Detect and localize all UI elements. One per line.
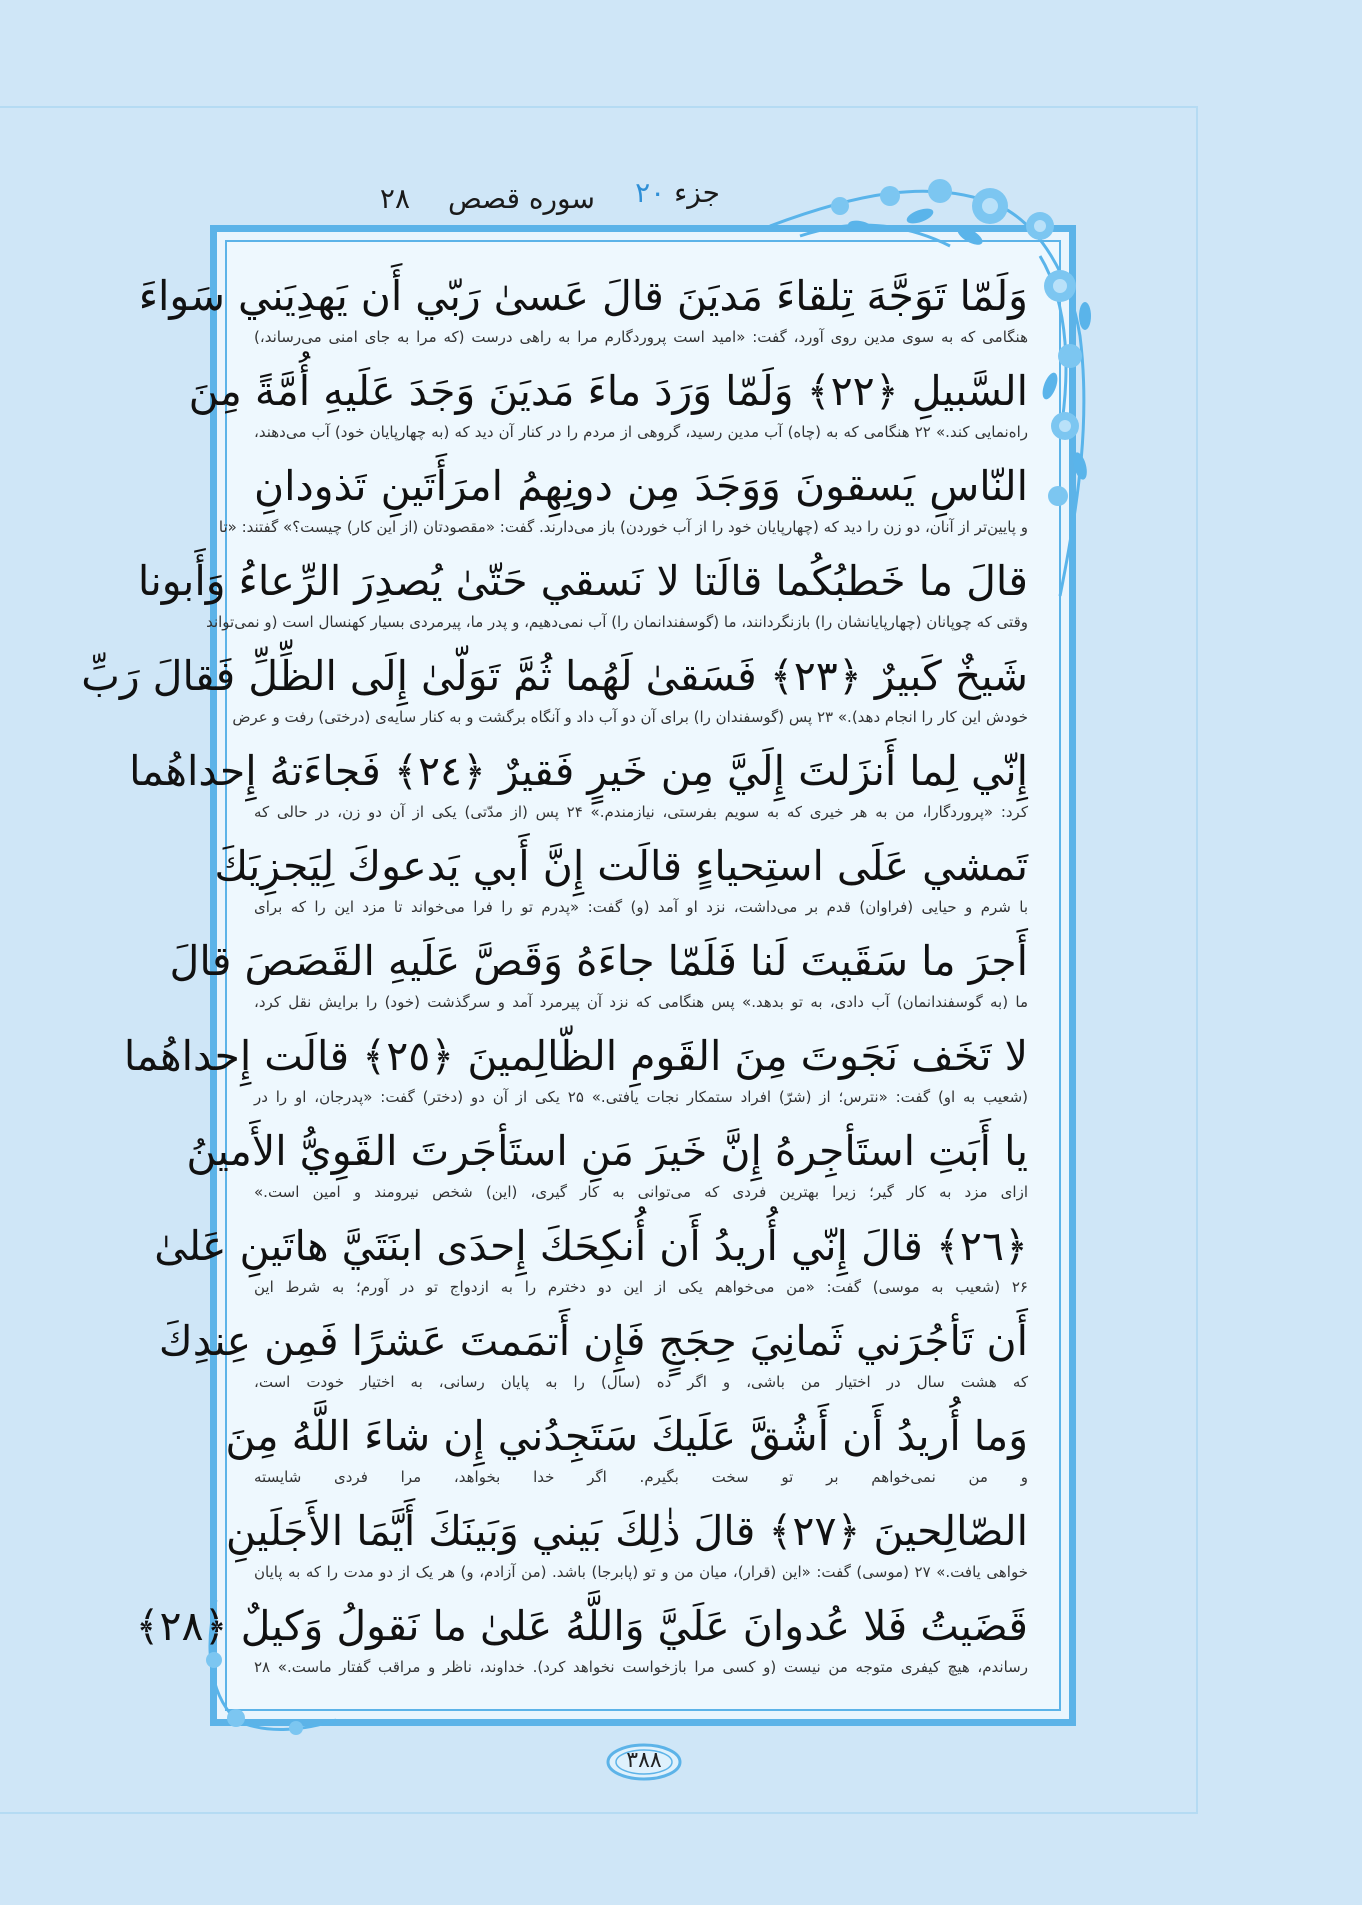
- juz-label: جزء: [674, 176, 720, 209]
- arabic-text: أَن تَأجُرَني ثَمانِيَ حِجَجٍ فَإِن أَتمَمتَ عَشرًا فَمِن عِندِكَ: [158, 1317, 1028, 1365]
- verse-line: [137, 553, 1028, 648]
- arabic-text: يا أَبَتِ استَأجِرهُ إِنَّ خَيرَ مَنِ استَأجَرتَ القَوِيُّ الأَمينُ: [186, 1127, 1028, 1175]
- arabic-text: وَلَمّا تَوَجَّهَ تِلقاءَ مَديَنَ قالَ عَسىٰ رَبّي أَن يَهدِيَني سَواءَ: [138, 272, 1028, 320]
- translation-text: خودش این کار را انجام دهد).» ۲۳ پس (گوسفندان را) برای آن دو آب داد و آنگاه برگشت و به کنار سایه‌ی (درختی) رفت و عرض: [232, 708, 1028, 726]
- verse-lines: [81, 268, 1029, 1693]
- arabic-text: وَما أُريدُ أَن أَشُقَّ عَلَيكَ سَتَجِدُني إِن شاءَ اللَّهُ مِنَ: [225, 1412, 1028, 1460]
- arabic-text: شَيخٌ كَبيرٌ ﴿٢٣﴾ فَسَقىٰ لَهُما ثُمَّ تَوَلّىٰ إِلَى الظِّلِّ فَقالَ رَبِّ: [81, 652, 1028, 700]
- verse-line: [225, 1408, 1028, 1503]
- verse-line: [135, 1598, 1028, 1693]
- arabic-text: ﴿٢٦﴾ قالَ إِنّي أُريدُ أَن أُنكِحَكَ إِحدَى ابنَتَيَّ هاتَينِ عَلىٰ: [154, 1222, 1028, 1270]
- juz-number: ۲۰: [635, 176, 666, 209]
- translation-text: ازای مزد به کار گیر؛ زیرا بهترین فردی که می‌توانی به کار گیری، (این) شخص نیرومند و امین است.»: [254, 1183, 1028, 1201]
- translation-text: رساندم، هیچ کیفری متوجه من نیست (و کسی مرا بازخواست نخواهد کرد). خداوند، ناظر و مراقب گفتار ماست.» ۲۸: [254, 1658, 1028, 1676]
- verse-line: [129, 743, 1028, 838]
- translation-text: هنگامی که به سوی مدین روی آورد، گفت: «امید است پروردگارم مرا به راهی درست (که مرا به جای امنی می‌رساند،): [254, 328, 1028, 346]
- translation-text: ما (به گوسفندانمان) آب دادی، به تو بدهد.» پس هنگامی که نزد آن پیرمرد آمد و سرگذشت (خود) را برایش نقل کرد،: [254, 993, 1028, 1011]
- arabic-text: النّاسِ يَسقونَ وَوَجَدَ مِن دونِهِمُ امرَأَتَينِ تَذودانِ: [254, 462, 1028, 510]
- verse-line: [154, 1218, 1028, 1313]
- arabic-text: الصّالِحينَ ﴿٢٧﴾ قالَ ذٰلِكَ بَيني وَبَينَكَ أَيَّمَا الأَجَلَينِ: [225, 1507, 1028, 1555]
- verse-line: [158, 1313, 1028, 1408]
- translation-text: و من نمی‌خواهم بر تو سخت بگیرم. اگر خدا بخواهد، مرا فردی شایسته: [254, 1468, 1028, 1486]
- arabic-text: لا تَخَف نَجَوتَ مِنَ القَومِ الظّالِمينَ ﴿٢٥﴾ قالَت إِحداهُما: [123, 1032, 1028, 1080]
- translation-text: راه‌نمایی کند.» ۲۲ هنگامی که به (چاه) آب مدین رسید، گروهی از مردم را در کنار آن دید که (به چهارپایان خود) آب می‌دهند،: [254, 423, 1028, 441]
- verse-line: [225, 1503, 1028, 1598]
- translation-text: که هشت سال در اختیار من باشی، و اگر ده (سال) را به پایان رسانی، به اختیار خودت است،: [254, 1373, 1028, 1391]
- translation-text: کرد: «پروردگارا، من به هر خیری که به سویم بفرستی، نیازمندم.» ۲۴ پس (از مدّتی) یکی از آن دو زن، در حالی که: [254, 803, 1028, 821]
- sura-name: سوره قصص: [448, 182, 595, 215]
- arabic-text: السَّبيلِ ﴿٢٢﴾ وَلَمّا وَرَدَ ماءَ مَديَنَ وَجَدَ عَلَيهِ أُمَّةً مِنَ: [188, 367, 1028, 415]
- verse-line: [81, 648, 1028, 743]
- translation-text: خواهی یافت.» ۲۷ (موسی) گفت: «این (قرار)، میان من و تو (پابرجا) باشد. (من آزادم، و) هر یک از دو مدت را که به پایان: [254, 1563, 1028, 1581]
- verse-line: [186, 1123, 1028, 1218]
- arabic-text: إِنّي لِما أَنزَلتَ إِلَيَّ مِن خَيرٍ فَقيرٌ ﴿٢٤﴾ فَجاءَتهُ إِحداهُما: [129, 747, 1028, 795]
- translation-text: و پایین‌تر از آنان، دو زن را دید که (چهارپایان خود را از آب خوردن) باز می‌دارند. گفت: «مقصودتان (از این کار) چیست؟» گفتند: «تا: [218, 518, 1028, 536]
- arabic-text: قالَ ما خَطبُكُما قالَتا لا نَسقي حَتّىٰ يُصدِرَ الرِّعاءُ وَأَبونا: [137, 557, 1028, 605]
- juz-indicator: [635, 176, 720, 209]
- arabic-text: قَضَيتُ فَلا عُدوانَ عَلَيَّ وَاللَّهُ عَلىٰ ما نَقولُ وَكيلٌ ﴿٢٨﴾: [135, 1602, 1028, 1650]
- sura-number: ۲۸: [379, 182, 410, 215]
- verse-line: [188, 363, 1028, 458]
- translation-text: با شرم و حیایی (فراوان) قدم بر می‌داشت، نزد او آمد (و) گفت: «پدرم تو را فرا می‌خواند تا مزد این را که برای: [254, 898, 1028, 916]
- translation-text: (شعیب به او) گفت: «نترس؛ از (شرّ) افراد ستمکار نجات یافتی.» ۲۵ یکی از آن دو (دختر) گفت: «پدرجان، او را در: [254, 1088, 1029, 1106]
- page-number: ۳۸۸: [626, 1748, 662, 1773]
- verse-line: [169, 933, 1028, 1028]
- page-number-badge: [606, 1742, 682, 1782]
- arabic-text: تَمشي عَلَى استِحياءٍ قالَت إِنَّ أَبي يَدعوكَ لِيَجزِيَكَ: [214, 842, 1028, 890]
- verse-line: [214, 838, 1028, 933]
- verse-line: [138, 268, 1028, 363]
- translation-text: وقتی که چوپانان (چهارپایانشان را) بازنگردانند، ما (گوسفندانمان را) آب نمی‌دهیم، و پدر ما، پیرمردی بسیار کهنسال است (و نمی‌تواند: [206, 613, 1028, 631]
- translation-text: ۲۶ (شعیب به موسی) گفت: «من می‌خواهم یکی از این دو دخترم را به ازدواج تو در آورم؛ به شرط این: [254, 1278, 1028, 1296]
- verse-line: [123, 1028, 1029, 1123]
- verse-line: [218, 458, 1028, 553]
- arabic-text: أَجرَ ما سَقَيتَ لَنا فَلَمّا جاءَهُ وَقَصَّ عَلَيهِ القَصَصَ قالَ: [169, 937, 1028, 985]
- page-header: [360, 176, 720, 220]
